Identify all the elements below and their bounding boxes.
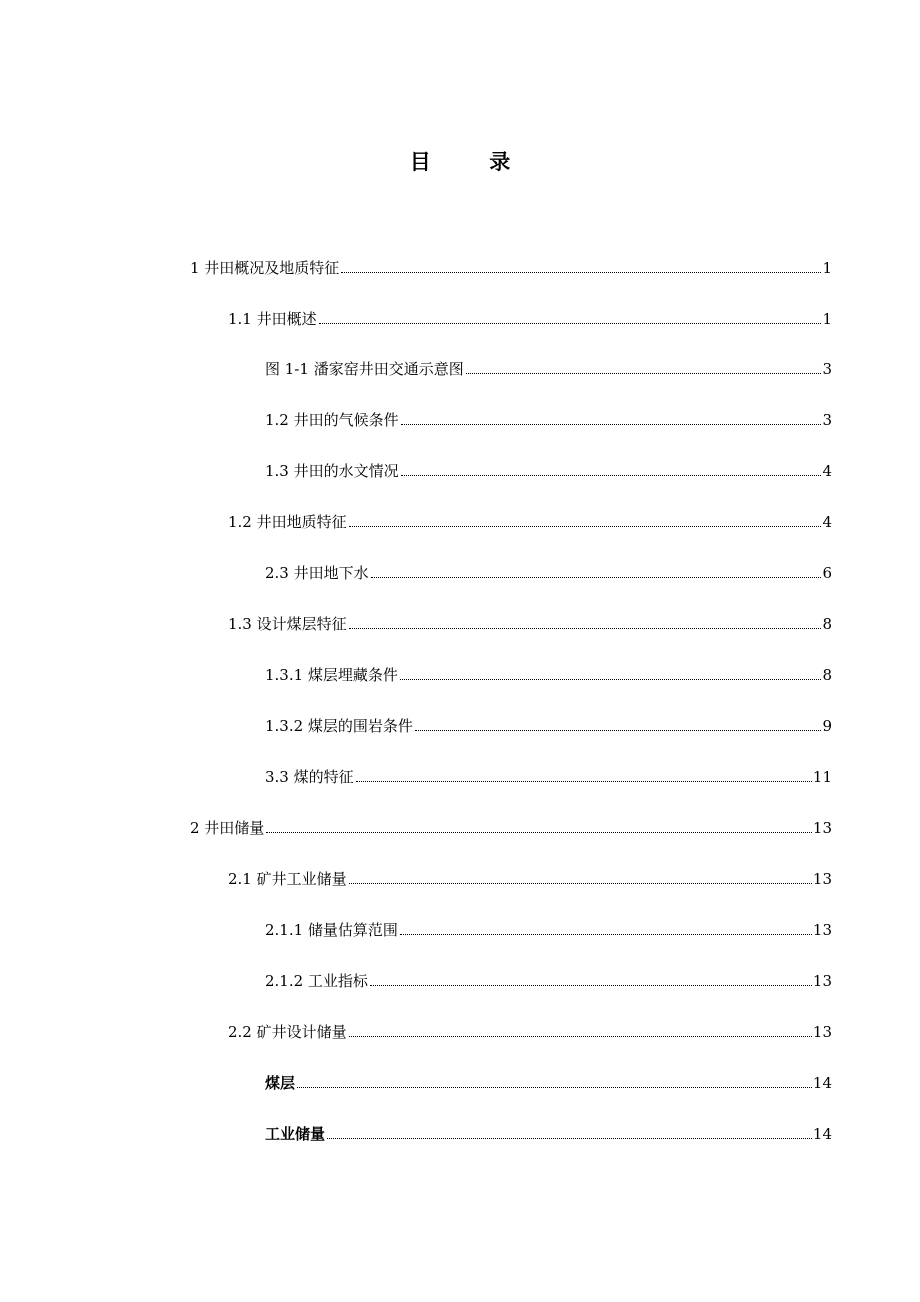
toc-entry[interactable] bbox=[190, 814, 832, 838]
toc-page-number: 1 bbox=[822, 259, 832, 277]
toc-entry-label: 1.3.2 煤层的围岩条件 bbox=[265, 717, 413, 735]
toc-leader-dots bbox=[297, 1087, 812, 1088]
toc-page-number: 9 bbox=[822, 717, 832, 735]
toc-entry[interactable] bbox=[265, 967, 832, 991]
toc-leader-dots bbox=[327, 1138, 812, 1139]
toc-entry-label: 煤层 bbox=[265, 1074, 296, 1092]
toc-entry-label: 2.1 矿井工业储量 bbox=[228, 870, 347, 888]
toc-leader-dots bbox=[349, 883, 812, 884]
toc-page-number: 13 bbox=[812, 1023, 832, 1041]
toc-entry-label: 2.3 井田地下水 bbox=[265, 564, 369, 582]
toc-entry-label: 1.2 井田的气候条件 bbox=[265, 411, 399, 429]
toc-entry[interactable] bbox=[265, 661, 832, 685]
toc-leader-dots bbox=[356, 781, 812, 782]
toc-entry-label: 3.3 煤的特征 bbox=[265, 768, 354, 786]
toc-leader-dots bbox=[266, 832, 812, 833]
toc-entry[interactable] bbox=[190, 254, 832, 278]
toc-leader-dots bbox=[400, 934, 812, 935]
toc-page-number: 13 bbox=[812, 972, 832, 990]
toc-entry[interactable] bbox=[228, 865, 832, 889]
toc-entry-label: 1 井田概况及地质特征 bbox=[190, 259, 340, 277]
toc-entry[interactable] bbox=[265, 406, 832, 430]
toc-entry-label: 图 1-1 潘家窑井田交通示意图 bbox=[265, 360, 464, 378]
toc-entry-label: 2.1.2 工业指标 bbox=[265, 972, 368, 990]
toc-leader-dots bbox=[415, 730, 822, 731]
toc-page-number: 6 bbox=[822, 564, 832, 582]
toc-entry[interactable] bbox=[228, 610, 832, 634]
toc-entry[interactable] bbox=[265, 1069, 832, 1093]
toc-page-number: 8 bbox=[822, 615, 832, 633]
toc-entry[interactable] bbox=[228, 1018, 832, 1042]
toc-leader-dots bbox=[370, 985, 812, 986]
toc-leader-dots bbox=[349, 526, 822, 527]
toc-entry[interactable] bbox=[265, 457, 832, 481]
toc-page-number: 8 bbox=[822, 666, 832, 684]
toc-page-number: 14 bbox=[812, 1074, 832, 1092]
toc-entry-label: 1.3.1 煤层埋藏条件 bbox=[265, 666, 398, 684]
toc-leader-dots bbox=[341, 272, 821, 273]
toc-page-number: 13 bbox=[812, 819, 832, 837]
toc-entry[interactable] bbox=[265, 1120, 832, 1144]
toc-page-number: 3 bbox=[822, 360, 832, 378]
toc-page-number: 4 bbox=[822, 462, 832, 480]
toc-entry[interactable] bbox=[265, 355, 832, 379]
toc-entry[interactable] bbox=[265, 916, 832, 940]
toc-leader-dots bbox=[401, 424, 822, 425]
toc-entry[interactable] bbox=[265, 712, 832, 736]
toc-leader-dots bbox=[349, 1036, 812, 1037]
toc-entry[interactable] bbox=[265, 763, 832, 787]
toc-entry-label: 2.2 矿井设计储量 bbox=[228, 1023, 347, 1041]
toc-entry-label: 2.1.1 储量估算范围 bbox=[265, 921, 398, 939]
toc-leader-dots bbox=[401, 475, 822, 476]
toc-leader-dots bbox=[400, 679, 822, 680]
toc-page-number: 14 bbox=[812, 1125, 832, 1143]
toc-page-number: 3 bbox=[822, 411, 832, 429]
toc-entry-label: 1.3 设计煤层特征 bbox=[228, 615, 347, 633]
toc-entry-label: 1.1 井田概述 bbox=[228, 310, 317, 328]
toc-leader-dots bbox=[371, 577, 822, 578]
toc-page-number: 1 bbox=[822, 310, 832, 328]
toc-entry-label: 1.2 井田地质特征 bbox=[228, 513, 347, 531]
toc-leader-dots bbox=[466, 373, 822, 374]
toc-title: 目 录 bbox=[409, 150, 511, 174]
toc-entry[interactable] bbox=[228, 305, 832, 329]
toc-page-number: 11 bbox=[812, 768, 832, 786]
toc-entry[interactable] bbox=[265, 559, 832, 583]
toc-page-number: 13 bbox=[812, 921, 832, 939]
toc-entry-label: 工业储量 bbox=[265, 1125, 326, 1143]
toc-entry-label: 2 井田储量 bbox=[190, 819, 265, 837]
toc-entry[interactable] bbox=[228, 508, 832, 532]
toc-entry-label: 1.3 井田的水文情况 bbox=[265, 462, 399, 480]
toc-leader-dots bbox=[319, 323, 822, 324]
toc-leader-dots bbox=[349, 628, 822, 629]
toc-page-number: 13 bbox=[812, 870, 832, 888]
toc-page-number: 4 bbox=[822, 513, 832, 531]
